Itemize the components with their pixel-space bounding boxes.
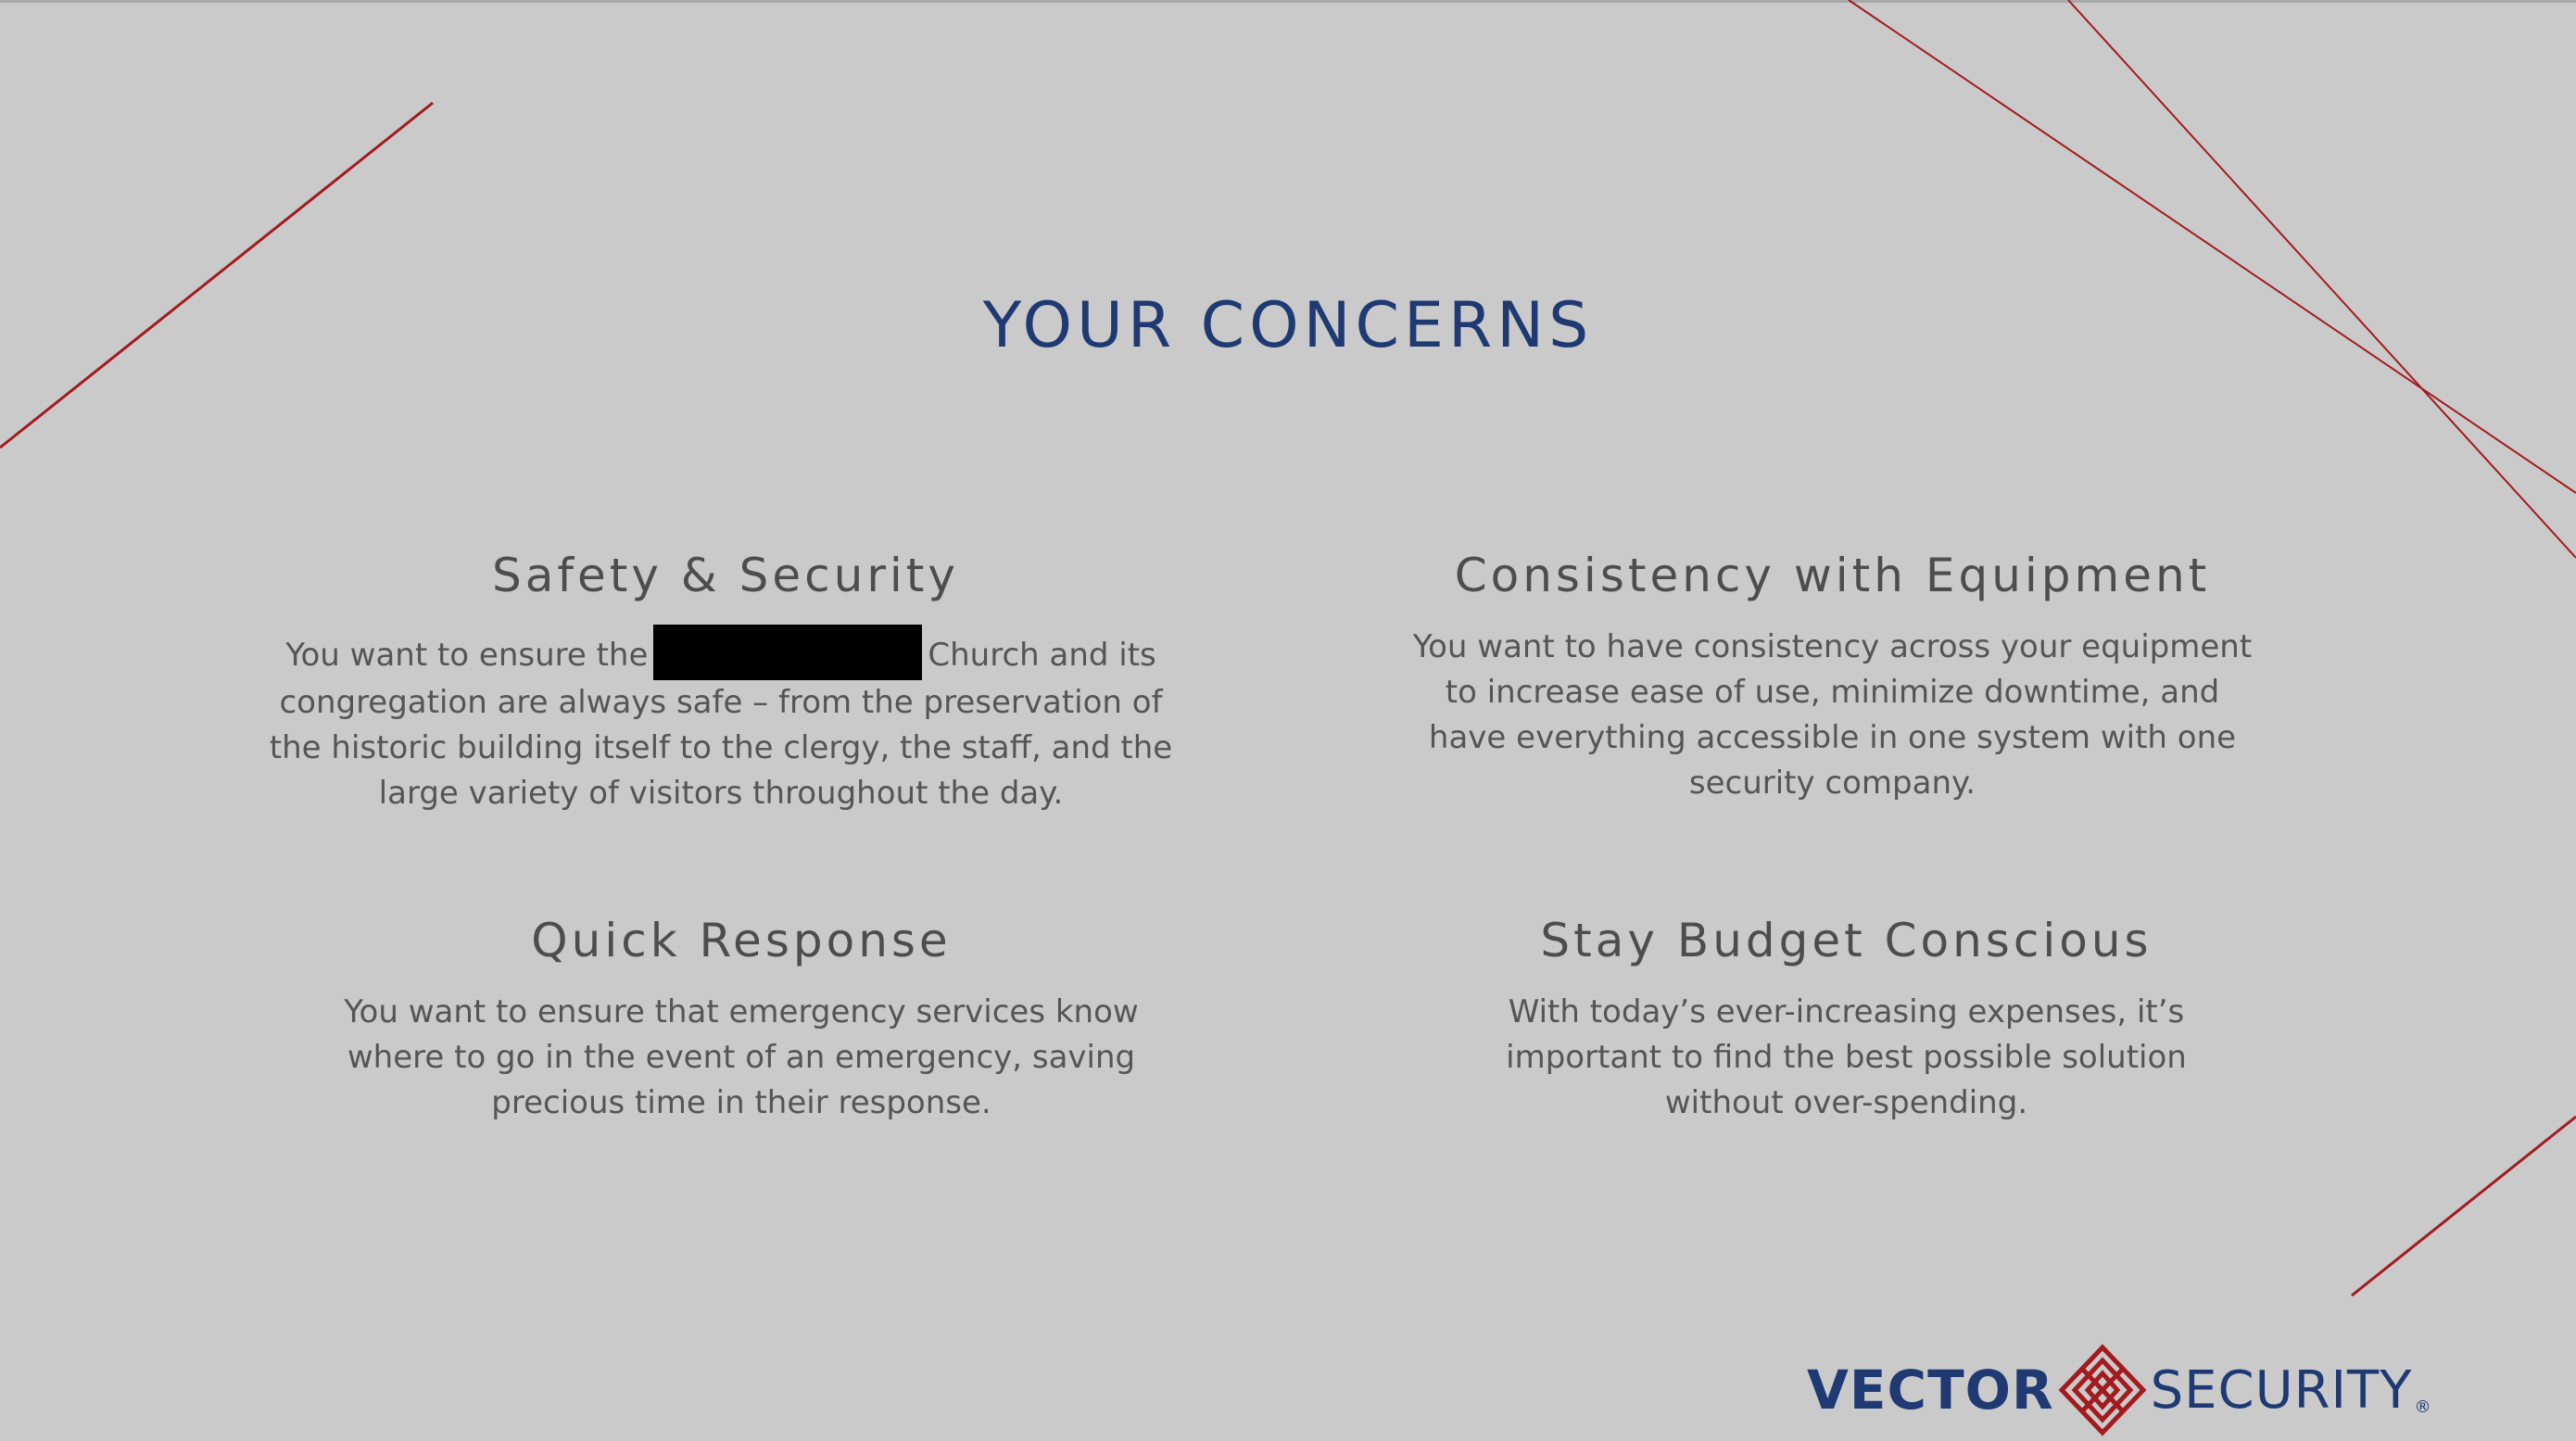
accent-line-top-right-2 — [2068, 0, 2576, 558]
registered-mark: ® — [2414, 1397, 2431, 1417]
vector-security-logo — [1807, 1339, 2431, 1441]
accent-line-top-left — [0, 103, 433, 448]
redaction-box — [653, 625, 922, 680]
logo-word-security: SECURITY — [2150, 1359, 2413, 1421]
concern-budget-heading: Stay Budget Conscious — [1540, 914, 2153, 967]
concern-budget-text: With today’s ever-increasing expenses, it’s important to find the best possible solution without over-spending. — [1506, 993, 2187, 1121]
concern-safety-text — [262, 625, 1180, 816]
logo-word-vector: VECTOR — [1807, 1359, 2054, 1422]
safety-text-after: Church and its congregation are always safe – from the preservation of the historic building itself to the clergy, the staff, and the large variety of visitors throughout the day. — [269, 637, 1173, 812]
concern-safety-heading: Safety & Security — [491, 549, 960, 602]
concern-response-text: You want to ensure that emergency services know where to go in the event of an emergency, saving precious time in their response. — [344, 993, 1139, 1121]
concern-budget — [1459, 914, 2233, 1126]
concern-response-heading: Quick Response — [531, 914, 952, 967]
page-title: YOUR CONCERNS — [982, 289, 1594, 362]
accent-line-top-right-1 — [1849, 0, 2576, 493]
concern-consistency-heading: Consistency with Equipment — [1454, 549, 2211, 602]
concern-consistency — [1404, 549, 2261, 806]
concern-safety — [262, 549, 1189, 816]
accent-line-bottom-right — [2352, 1117, 2576, 1296]
concern-response — [306, 914, 1177, 1126]
diamond-lattice-icon — [2058, 1344, 2147, 1436]
concern-consistency-text: You want to have consistency across your equipment to increase ease of use, minimize downtime, and have everything accessible in one system with one security company. — [1412, 628, 2253, 802]
safety-text-before: You want to ensure the — [285, 637, 649, 674]
